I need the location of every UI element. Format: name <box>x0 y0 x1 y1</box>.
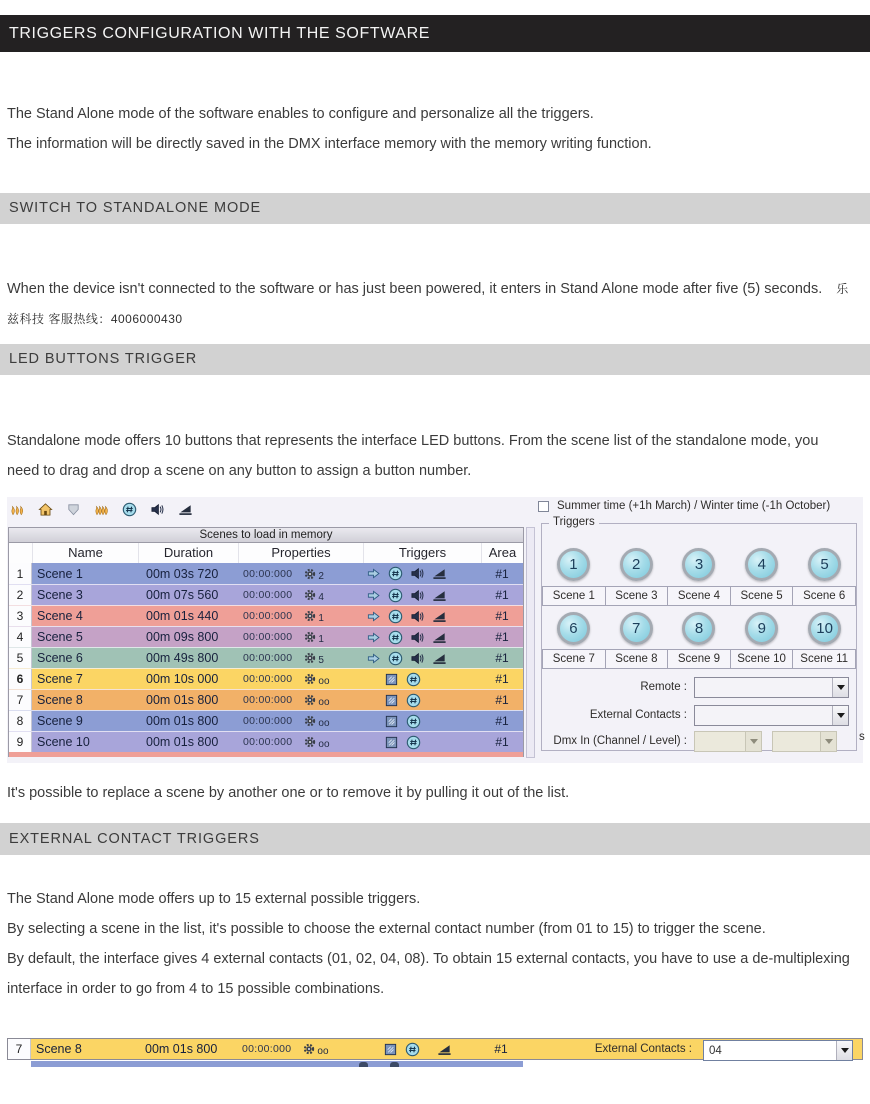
trigger-button-2[interactable]: 2 <box>620 548 653 581</box>
triggers-group <box>541 516 857 751</box>
trigger-scene-label[interactable]: Scene 6 <box>792 586 856 606</box>
speaker-icon <box>410 651 425 666</box>
trigger-labels-row1 <box>542 586 856 606</box>
table-row-partial <box>8 752 524 757</box>
row-number: 3 <box>9 606 32 626</box>
external-contacts-label: External Contacts : <box>594 1043 692 1055</box>
grid-icon <box>384 735 399 750</box>
scene-properties <box>238 711 363 731</box>
gear-icon <box>303 588 317 602</box>
gear-icon <box>303 630 317 644</box>
dmx-channel-dropdown <box>694 731 762 752</box>
fade-time: 00:00:000 <box>242 1043 292 1055</box>
trigger-scene-label[interactable]: Scene 3 <box>605 586 669 606</box>
scene-area: #1 <box>495 609 509 623</box>
hash-circle-icon <box>388 651 403 666</box>
scene-name: Scene 4 <box>37 609 83 623</box>
scene-properties <box>238 606 363 626</box>
speaker-icon <box>410 588 425 603</box>
scene-area: #1 <box>495 735 509 749</box>
led-body: Standalone mode offers 10 buttons that represents the interface LED buttons. From the scene list of the standalone mode, you need to drag and drop a scene on any button to assign a button number. <box>7 433 819 479</box>
external-contacts-dropdown[interactable] <box>703 1040 853 1061</box>
triggers-panel <box>535 497 863 763</box>
chevron-down-icon <box>837 685 845 690</box>
frag-partial-row <box>31 1061 523 1067</box>
speaker-icon[interactable] <box>150 502 165 517</box>
intro-line-2: The information will be directly saved in the DMX interface memory with the memory writing function. <box>7 136 652 152</box>
speaker-icon <box>410 609 425 624</box>
scene-properties <box>238 648 363 668</box>
scene-duration: 00m 01s 800 <box>145 1042 218 1056</box>
table-row[interactable] <box>9 584 523 605</box>
watermark-text: 乐兹科技 客服热线：4006000430 <box>7 282 849 326</box>
dropdown-button[interactable] <box>836 1041 852 1060</box>
scene-duration: 00m 49s 800 <box>146 651 219 665</box>
summer-time-checkbox[interactable] <box>538 501 549 512</box>
standalone-text: When the device isn't connected to the software or has just been powered, it enters in Stand Alone mode after five (5) seconds. <box>7 281 823 297</box>
summer-time-label: Summer time (+1h March) / Winter time (-1h October) <box>557 500 831 512</box>
hash-circle-icon <box>388 588 403 603</box>
scene-triggers <box>363 627 481 647</box>
column-header-name: Name <box>32 543 138 563</box>
hash-circle-icon <box>405 1042 420 1057</box>
trigger-button-9[interactable]: 9 <box>745 612 778 645</box>
loop-count: oo <box>317 1046 329 1057</box>
scene-name: Scene 5 <box>37 630 83 644</box>
row-number: 7 <box>9 690 32 710</box>
scene-triggers <box>363 732 481 752</box>
loop-count: oo <box>318 739 330 750</box>
external-contact-example <box>7 1038 863 1070</box>
scene-area: #1 <box>495 588 509 602</box>
chevron-down-icon <box>750 739 758 744</box>
triggers-group-title: Triggers <box>549 516 599 528</box>
chevron-down-icon <box>841 1048 849 1053</box>
chevron-down-icon <box>825 739 833 744</box>
scene-triggers <box>363 606 481 626</box>
external-contacts-label: External Contacts : <box>589 709 687 721</box>
speaker-icon <box>410 630 425 645</box>
gear-icon <box>303 672 317 686</box>
scene-triggers <box>363 648 481 668</box>
table-row[interactable] <box>9 626 523 647</box>
trigger-button-10[interactable]: 10 <box>808 612 841 645</box>
grid-icon <box>384 693 399 708</box>
scene-area: #1 <box>495 693 509 707</box>
loop-count: 2 <box>318 570 324 582</box>
trigger-scene-label[interactable]: Scene 10 <box>730 649 794 669</box>
scene-properties <box>238 627 363 647</box>
arrow-icon <box>366 630 381 645</box>
trigger-buttons-row1 <box>542 548 856 581</box>
scene-duration: 00m 01s 800 <box>146 714 219 728</box>
scene-properties <box>238 585 363 605</box>
hash-circle-icon <box>388 566 403 581</box>
column-header-duration: Duration <box>138 543 238 563</box>
scene-name: Scene 8 <box>36 1042 82 1056</box>
trigger-button-5[interactable]: 5 <box>808 548 841 581</box>
fade-time: 00:00:000 <box>243 673 293 685</box>
arrow-icon <box>366 588 381 603</box>
gear-icon <box>303 714 317 728</box>
summer-time-row <box>538 500 830 512</box>
gear-icon <box>303 693 317 707</box>
fader-icon <box>432 609 447 624</box>
trigger-button-3[interactable]: 3 <box>682 548 715 581</box>
scene-area: #1 <box>495 630 509 644</box>
dmx-in-label: Dmx In (Channel / Level) : <box>553 735 687 747</box>
external-line-2: By selecting a scene in the list, it's possible to choose the external contact number (from 01 to 15) to trigger the scene. <box>7 921 766 937</box>
table-header <box>8 543 524 563</box>
scene-name: Scene 9 <box>37 714 83 728</box>
fader-icon <box>432 630 447 645</box>
fader-icon <box>432 588 447 603</box>
scenes-table <box>8 527 524 757</box>
screenshot-toolbar <box>10 502 206 517</box>
trigger-button-6[interactable]: 6 <box>557 612 590 645</box>
flame-icon[interactable] <box>10 502 25 517</box>
hash-circle-icon <box>406 714 421 729</box>
trigger-scene-label[interactable]: Scene 5 <box>730 586 794 606</box>
hash-circle-icon <box>388 630 403 645</box>
fader-icon <box>437 1042 452 1057</box>
scene-duration: 00m 01s 440 <box>146 609 219 623</box>
software-screenshot <box>7 497 863 763</box>
arrow-icon <box>366 651 381 666</box>
grid-icon <box>383 1042 398 1057</box>
scene-name: Scene 6 <box>37 651 83 665</box>
fader-icon[interactable] <box>178 502 193 517</box>
scene-duration: 00m 03s 720 <box>146 566 219 581</box>
intro-line-1: The Stand Alone mode of the software enables to configure and personalize all the triggers. <box>7 106 594 122</box>
fade-time: 00:00:000 <box>243 610 293 622</box>
table-row[interactable] <box>9 710 523 731</box>
column-header-triggers: Triggers <box>363 543 481 563</box>
trigger-buttons-row2 <box>542 612 856 645</box>
replace-note: It's possible to replace a scene by another one or to remove it by pulling it out of the list. <box>7 785 570 801</box>
fade-time: 00:00:000 <box>243 736 293 748</box>
trigger-button-1[interactable]: 1 <box>557 548 590 581</box>
gear-icon <box>303 609 317 623</box>
row-number: 8 <box>9 711 32 731</box>
table-row[interactable] <box>9 563 523 584</box>
row-number: 6 <box>9 669 32 689</box>
column-header-area: Area <box>481 543 523 563</box>
fade-time: 00:00:000 <box>243 567 293 580</box>
fader-icon <box>432 651 447 666</box>
external-line-3: By default, the interface gives 4 external contacts (01, 02, 04, 08). To obtain 15 external contacts, you have to use a de-multiplexing interface in order to go from 4 to 15 possible combinations. <box>7 951 850 997</box>
trigger-button-4[interactable]: 4 <box>745 548 778 581</box>
hash-circle-icon[interactable] <box>122 502 137 517</box>
table-row[interactable] <box>9 605 523 626</box>
scene-duration: 00m 09s 800 <box>146 630 219 644</box>
trigger-button-8[interactable]: 8 <box>682 612 715 645</box>
row-number: 9 <box>9 732 32 752</box>
external-contacts-row <box>542 704 856 726</box>
column-header-blank <box>9 543 32 563</box>
scene-area: #1 <box>495 672 509 686</box>
scene-triggers <box>363 711 481 731</box>
dropdown-button <box>745 732 761 751</box>
loop-count: 4 <box>318 592 324 603</box>
loop-count: 5 <box>318 655 324 666</box>
scene-area: #1 <box>495 651 509 665</box>
scene-properties <box>238 563 363 584</box>
fade-time: 00:00:000 <box>243 652 293 664</box>
trigger-scene-label[interactable]: Scene 7 <box>542 649 606 669</box>
grid-icon <box>384 714 399 729</box>
scene-name: Scene 7 <box>37 672 83 686</box>
scene-triggers <box>363 563 481 584</box>
trigger-button-7[interactable]: 7 <box>620 612 653 645</box>
dropdown-button[interactable] <box>832 706 848 725</box>
dmx-in-row <box>542 730 856 752</box>
dropdown-button[interactable] <box>832 678 848 697</box>
scene-area: #1 <box>494 1042 508 1056</box>
table-scrollbar[interactable] <box>526 527 535 758</box>
section-heading-external: EXTERNAL CONTACT TRIGGERS <box>0 823 870 855</box>
row-number: 5 <box>9 648 32 668</box>
trigger-scene-label[interactable]: Scene 1 <box>542 586 606 606</box>
trigger-scene-label[interactable]: Scene 11 <box>792 649 856 669</box>
row-number: 7 <box>8 1039 31 1059</box>
home-icon[interactable] <box>38 502 53 517</box>
arrow-icon <box>366 566 381 581</box>
remote-row <box>542 676 856 698</box>
gear-icon <box>303 567 317 581</box>
loop-count: 1 <box>318 634 324 645</box>
dropdown-button <box>820 732 836 751</box>
hash-circle-icon <box>406 693 421 708</box>
hash-circle-icon <box>388 609 403 624</box>
scene-triggers <box>363 585 481 605</box>
scene-duration: 00m 01s 800 <box>146 693 219 707</box>
fade-time: 00:00:000 <box>243 694 293 706</box>
table-row[interactable] <box>9 647 523 668</box>
scene-table-rows <box>8 563 524 752</box>
gear-icon <box>302 1042 316 1056</box>
trigger-scene-label[interactable]: Scene 8 <box>605 649 669 669</box>
standalone-body <box>7 274 852 334</box>
grid-icon <box>384 672 399 687</box>
row-number: 1 <box>9 563 32 584</box>
table-row[interactable] <box>9 668 523 689</box>
arrow-icon <box>366 609 381 624</box>
chevron-down-icon <box>837 713 845 718</box>
row-number: 2 <box>9 585 32 605</box>
scene-properties <box>238 732 363 752</box>
external-contacts-value: 04 <box>709 1044 722 1057</box>
gear-icon <box>303 735 317 749</box>
scene-area: #1 <box>495 714 509 728</box>
remote-label: Remote : <box>640 681 687 693</box>
clipped-icon <box>359 1062 368 1067</box>
flames-icon[interactable] <box>94 502 109 517</box>
remote-dropdown[interactable] <box>694 677 849 698</box>
scene-duration: 00m 10s 000 <box>146 672 219 686</box>
column-header-properties: Properties <box>238 543 363 563</box>
scene-properties <box>238 690 363 710</box>
scene-triggers <box>363 690 481 710</box>
clipped-text: s <box>859 731 865 743</box>
scene-duration: 00m 01s 800 <box>146 735 219 749</box>
page-title: TRIGGERS CONFIGURATION WITH THE SOFTWARE <box>0 15 870 52</box>
trigger-labels-row2 <box>542 649 856 669</box>
scene-area: #1 <box>495 566 509 581</box>
trigger-scene-label[interactable]: Scene 4 <box>667 586 731 606</box>
scene-properties <box>237 1039 362 1059</box>
fader-icon <box>432 566 447 581</box>
loop-count: oo <box>318 676 330 687</box>
external-contacts-dropdown[interactable] <box>694 705 849 726</box>
table-row[interactable] <box>9 731 523 752</box>
loop-count: oo <box>318 718 330 729</box>
gear-icon <box>303 651 317 665</box>
hash-circle-icon <box>406 735 421 750</box>
table-row[interactable] <box>9 689 523 710</box>
scene-properties <box>238 669 363 689</box>
fade-time: 00:00:000 <box>243 589 293 601</box>
speaker-icon <box>410 566 425 581</box>
clipped-icon <box>390 1062 399 1067</box>
scene-name: Scene 10 <box>37 735 90 749</box>
dmx-level-dropdown <box>772 731 837 752</box>
section-heading-led: LED BUTTONS TRIGGER <box>0 344 870 375</box>
scene-duration: 00m 07s 560 <box>146 588 219 602</box>
scene-name: Scene 8 <box>37 693 83 707</box>
shield-icon[interactable] <box>66 502 81 517</box>
fade-time: 00:00:000 <box>243 631 293 643</box>
scene-triggers <box>362 1039 480 1059</box>
loop-count: oo <box>318 697 330 708</box>
fade-time: 00:00:000 <box>243 715 293 727</box>
section-heading-standalone: SWITCH TO STANDALONE MODE <box>0 193 870 224</box>
scene-name: Scene 1 <box>37 566 83 581</box>
row-number: 4 <box>9 627 32 647</box>
scene-triggers <box>363 669 481 689</box>
scene-name: Scene 3 <box>37 588 83 602</box>
hash-circle-icon <box>406 672 421 687</box>
trigger-scene-label[interactable]: Scene 9 <box>667 649 731 669</box>
table-title: Scenes to load in memory <box>8 527 524 543</box>
external-line-1: The Stand Alone mode offers up to 15 external possible triggers. <box>7 891 421 907</box>
loop-count: 1 <box>318 613 324 624</box>
